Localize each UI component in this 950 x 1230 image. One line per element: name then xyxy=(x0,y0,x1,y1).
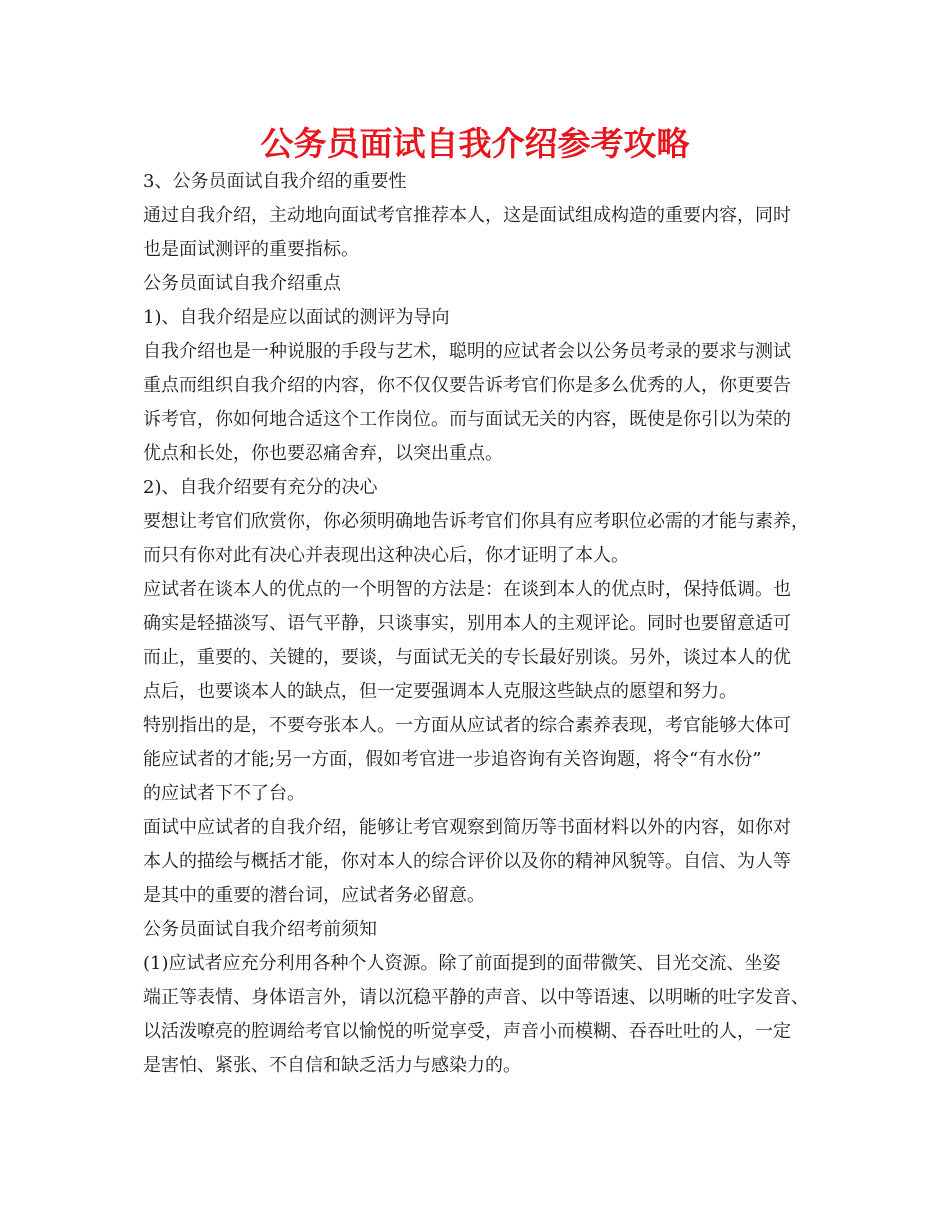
body-line: 自我介绍也是一种说服的手段与艺术，聪明的应试者会以公务员考录的要求与测试 xyxy=(143,341,791,362)
body-line: 通过自我介绍，主动地向面试考官推荐本人，这是面试组成构造的重要内容，同时 xyxy=(143,205,791,226)
body-line: 面试中应试者的自我介绍，能够让考官观察到简历等书面材料以外的内容，如你对 xyxy=(143,817,791,838)
body-line: 是害怕、紧张、不自信和缺乏活力与感染力的。 xyxy=(143,1055,521,1076)
body-line: 优点和长处，你也要忍痛舍弃，以突出重点。 xyxy=(143,443,503,464)
body-line: 能应试者的才能;另一方面，假如考官进一步追咨询有关咨询题，将令“有水份” xyxy=(143,749,762,770)
body-line: 以活泼嘹亮的腔调给考官以愉悦的听觉享受，声音小而模糊、吞吞吐吐的人，一定 xyxy=(143,1021,791,1042)
body-line: 重点而组织自我介绍的内容，你不仅仅要告诉考官们你是多么优秀的人，你更要告 xyxy=(143,375,791,396)
body-line: 要想让考官们欣赏你，你必须明确地告诉考官们你具有应考职位必需的才能与素养， xyxy=(143,511,809,532)
subsection-heading: 1)、自我介绍是应以面试的测评为导向 xyxy=(143,307,450,328)
document-title: 公务员面试自我介绍参考攻略 xyxy=(260,124,690,163)
document-body xyxy=(143,165,818,1083)
section-heading: 公务员面试自我介绍考前须知 xyxy=(143,919,377,940)
body-line: 端正等表情、身体语言外，请以沉稳平静的声音、以中等语速、以明晰的吐字发音、 xyxy=(143,987,809,1008)
body-line: 是其中的重要的潜台词，应试者务必留意。 xyxy=(143,885,485,906)
body-line: 本人的描绘与概括才能，你对本人的综合评价以及你的精神风貌等。自信、为人等 xyxy=(143,851,791,872)
body-line: 而只有你对此有决心并表现出这种决心后，你才证明了本人。 xyxy=(143,545,629,566)
body-line: (1)应试者应充分利用各种个人资源。除了前面提到的面带微笑、目光交流、坐姿 xyxy=(143,953,781,974)
body-line: 点后，也要谈本人的缺点，但一定要强调本人克服这些缺点的愿望和努力。 xyxy=(143,681,737,702)
section-heading: 公务员面试自我介绍重点 xyxy=(143,273,341,294)
body-line: 3、公务员面试自我介绍的重要性 xyxy=(143,171,407,192)
body-line: 而止，重要的、关键的，要谈，与面试无关的专长最好别谈。另外，谈过本人的优 xyxy=(143,647,791,668)
body-line: 确实是轻描淡写、语气平静，只谈事实，别用本人的主观评论。同时也要留意适可 xyxy=(143,613,791,634)
body-line: 的应试者下不了台。 xyxy=(143,783,305,804)
body-line: 应试者在谈本人的优点的一个明智的方法是：在谈到本人的优点时，保持低调。也 xyxy=(143,579,791,600)
body-line: 也是面试测评的重要指标。 xyxy=(143,239,359,260)
body-line: 特别指出的是，不要夸张本人。一方面从应试者的综合素养表现，考官能够大体可 xyxy=(143,715,791,736)
subsection-heading: 2)、自我介绍要有充分的决心 xyxy=(143,477,378,498)
body-line: 诉考官，你如何地合适这个工作岗位。而与面试无关的内容，既使是你引以为荣的 xyxy=(143,409,791,430)
